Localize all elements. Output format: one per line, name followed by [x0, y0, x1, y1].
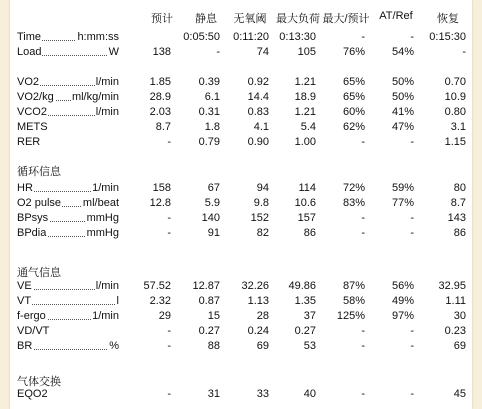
cell-load-3: 105 [297, 46, 316, 58]
row-label [17, 31, 119, 43]
row-label [17, 76, 119, 88]
table-row-hr [10, 182, 472, 197]
row-unit: ml/kg/min [71, 91, 119, 103]
row-label [17, 388, 119, 400]
cell-o2-pulse-3: 10.6 [294, 197, 316, 209]
row-label [17, 310, 119, 322]
row-name: Time [17, 31, 42, 43]
row-name: f-ergo [17, 310, 46, 322]
row-label [17, 136, 119, 148]
cell-vco2-0: 2.03 [149, 106, 171, 118]
cell-hr-3: 114 [298, 182, 316, 194]
dot-leader [17, 304, 119, 305]
cell-vt-6: 1.11 [445, 295, 466, 307]
cell-bpdia-6: 86 [453, 227, 466, 239]
row-label [17, 295, 119, 307]
cell-bpsys-5: - [410, 212, 414, 224]
row-label [17, 121, 119, 133]
table-row-vt [10, 295, 472, 310]
cell-mets-4: 62% [342, 121, 365, 133]
cell-vt-4: 58% [342, 295, 365, 307]
cell-eqo2-4: - [361, 388, 365, 400]
row-unit: mmHg [86, 227, 119, 239]
cell-vo2-0: 1.85 [149, 76, 171, 88]
cell-bpdia-4: - [361, 227, 365, 239]
cell-load-4: 76% [342, 46, 365, 58]
cell-vo2-2: 0.92 [247, 76, 269, 88]
row-label [17, 46, 119, 58]
cell-vd-vt-3: 0.27 [294, 325, 316, 337]
section-title: 气体交换 [17, 376, 61, 388]
row-name: O2 pulse [17, 197, 62, 209]
cell-bpdia-0: - [167, 227, 171, 239]
cell-hr-4: 72% [342, 182, 365, 194]
cell-mets-3: 5.4 [300, 121, 316, 133]
cell-vco2-3: 1.21 [294, 106, 316, 118]
row-unit: W [108, 46, 119, 58]
cell-bpsys-2: 152 [250, 212, 269, 224]
cell-time-3: 0:13:30 [279, 31, 316, 43]
row-unit: l/min [95, 280, 119, 292]
cell-o2-pulse-2: 9.8 [253, 197, 269, 209]
cell-f-ergo-0: 29 [158, 310, 171, 322]
cell-o2-pulse-4: 83% [342, 197, 365, 209]
cell-vco2-1: 0.31 [198, 106, 220, 118]
column-header: AT/Ref [379, 10, 413, 22]
row-name: VO2 [17, 76, 40, 88]
cell-eqo2-5: - [410, 388, 414, 400]
cell-hr-1: 67 [207, 182, 220, 194]
cell-rer-6: 1.15 [444, 136, 466, 148]
row-label [17, 227, 119, 239]
cell-vd-vt-4: - [361, 325, 365, 337]
cell-time-6: 0:15:30 [429, 31, 466, 43]
cell-hr-6: 80 [453, 182, 466, 194]
row-unit: ml/beat [82, 197, 119, 209]
row-label [17, 340, 119, 352]
cell-br-4: - [361, 340, 365, 352]
cell-vd-vt-2: 0.24 [247, 325, 269, 337]
cell-load-2: 74 [256, 46, 269, 58]
table-row-bpdia [10, 227, 472, 242]
cell-load-0: 138 [152, 46, 171, 58]
cell-eqo2-1: 31 [207, 388, 220, 400]
cell-vo2-kg-4: 65% [342, 91, 365, 103]
cell-o2-pulse-5: 77% [391, 197, 414, 209]
row-unit: l [116, 295, 119, 307]
table-row-o2-pulse [10, 197, 472, 212]
table-row-eqo2 [10, 388, 472, 403]
cell-ve-3: 49.86 [288, 280, 316, 292]
row-unit: % [109, 340, 119, 352]
cell-eqo2-3: 40 [303, 388, 316, 400]
cell-vt-3: 1.35 [294, 295, 316, 307]
cell-rer-1: 0.79 [198, 136, 220, 148]
cell-br-0: - [167, 340, 171, 352]
cell-vo2-6: 0.70 [444, 76, 466, 88]
cell-o2-pulse-6: 8.7 [450, 197, 466, 209]
cell-f-ergo-6: 30 [453, 310, 466, 322]
row-unit: 1/min [92, 310, 119, 322]
cell-f-ergo-1: 15 [207, 310, 220, 322]
cell-vco2-4: 60% [342, 106, 365, 118]
cell-hr-2: 94 [256, 182, 269, 194]
cell-bpsys-1: 140 [201, 212, 220, 224]
cell-eqo2-2: 33 [256, 388, 269, 400]
row-label [17, 280, 119, 292]
cell-bpdia-3: 86 [303, 227, 316, 239]
row-name: Load [17, 46, 42, 58]
cell-ve-4: 87% [342, 280, 365, 292]
table-row-f-ergo [10, 310, 472, 325]
cell-load-5: 54% [391, 46, 414, 58]
cell-vco2-5: 41% [391, 106, 414, 118]
cell-bpsys-6: 143 [447, 212, 466, 224]
cell-time-2: 0:11:20 [233, 31, 269, 43]
row-unit: l/min [95, 106, 119, 118]
cell-vt-0: 2.32 [149, 295, 171, 307]
cell-o2-pulse-1: 5.9 [204, 197, 220, 209]
column-header: 预计 [151, 13, 173, 25]
cell-vd-vt-6: 0.23 [444, 325, 466, 337]
table-row-vd-vt [10, 325, 472, 340]
row-unit: l/min [95, 76, 119, 88]
table-row-br [10, 340, 472, 355]
cell-br-1: 88 [207, 340, 220, 352]
row-name: VO2/kg [17, 91, 54, 103]
row-name: VCO2 [17, 106, 47, 118]
cell-vo2-kg-1: 6.1 [204, 91, 220, 103]
cell-time-1: 0:05:50 [183, 31, 220, 43]
row-name: RER [17, 136, 41, 148]
cell-br-5: - [410, 340, 414, 352]
row-name: BPsys [17, 212, 49, 224]
cell-eqo2-6: 45 [453, 388, 466, 400]
table-row-vo2-kg [10, 91, 472, 106]
cell-vo2-kg-0: 28.9 [149, 91, 171, 103]
cell-vco2-2: 0.83 [247, 106, 269, 118]
cell-bpdia-1: 91 [207, 227, 220, 239]
row-name: VT [17, 295, 32, 307]
cell-o2-pulse-0: 12.8 [149, 197, 171, 209]
cell-vo2-4: 65% [342, 76, 365, 88]
cell-f-ergo-4: 125% [336, 310, 365, 322]
cell-vd-vt-1: 0.27 [198, 325, 220, 337]
row-label [17, 325, 119, 337]
cell-mets-1: 1.8 [204, 121, 220, 133]
cell-rer-5: - [410, 136, 414, 148]
cell-vt-5: 49% [391, 295, 414, 307]
column-header: 最大负荷 [276, 13, 320, 25]
row-unit: mmHg [86, 212, 119, 224]
cell-bpsys-0: - [167, 212, 171, 224]
cell-hr-5: 59% [391, 182, 414, 194]
cell-mets-2: 4.1 [253, 121, 269, 133]
table-row-vco2 [10, 106, 472, 121]
cell-bpdia-2: 82 [256, 227, 269, 239]
cell-mets-0: 8.7 [155, 121, 171, 133]
cell-ve-5: 56% [391, 280, 414, 292]
cell-bpsys-3: 157 [297, 212, 316, 224]
row-name: VD/VT [17, 325, 50, 337]
column-header: 最大/预计 [322, 13, 370, 25]
cell-ve-2: 32.26 [241, 280, 269, 292]
table-row-time [10, 31, 472, 46]
row-label [17, 182, 119, 194]
table-row-bpsys [10, 212, 472, 227]
cell-rer-3: 1.00 [294, 136, 316, 148]
cell-ve-6: 32.95 [438, 280, 466, 292]
cell-br-3: 53 [303, 340, 316, 352]
cell-mets-5: 47% [391, 121, 414, 133]
cell-br-6: 69 [453, 340, 466, 352]
table-row-vo2 [10, 76, 472, 91]
cell-vo2-kg-2: 14.4 [247, 91, 269, 103]
cell-time-4: - [361, 31, 365, 43]
cell-f-ergo-3: 37 [303, 310, 316, 322]
row-label [17, 212, 119, 224]
cell-vd-vt-0: - [167, 325, 171, 337]
cell-vo2-3: 1.21 [294, 76, 316, 88]
cell-eqo2-0: - [167, 388, 171, 400]
column-header-row [10, 10, 472, 26]
row-name: HR [17, 182, 33, 194]
table-row-ve [10, 280, 472, 295]
row-label [17, 106, 119, 118]
row-unit: h:mm:ss [77, 31, 119, 43]
cell-vo2-5: 50% [391, 76, 414, 88]
cell-br-2: 69 [256, 340, 269, 352]
cell-time-5: - [410, 31, 414, 43]
table-row-mets [10, 121, 472, 136]
column-header: 恢复 [437, 13, 459, 25]
cell-vo2-kg-5: 50% [391, 91, 414, 103]
cell-rer-0: - [167, 136, 171, 148]
cell-ve-0: 57.52 [143, 280, 171, 292]
row-name: BPdia [17, 227, 47, 239]
section-title: 通气信息 [17, 267, 61, 279]
cell-vd-vt-5: - [410, 325, 414, 337]
cell-ve-1: 12.87 [192, 280, 220, 292]
column-header: 静息 [195, 13, 217, 25]
column-header: 无氧阈 [233, 13, 267, 25]
row-label [17, 91, 119, 103]
cell-vo2-1: 0.39 [198, 76, 220, 88]
cell-f-ergo-2: 28 [256, 310, 269, 322]
cell-vco2-6: 0.80 [444, 106, 466, 118]
row-name: METS [17, 121, 48, 133]
row-name: EQO2 [17, 388, 48, 400]
cell-load-6: - [462, 46, 466, 58]
table-row-rer [10, 136, 472, 151]
cell-hr-0: 158 [152, 182, 171, 194]
cell-vo2-kg-3: 18.9 [294, 91, 316, 103]
row-name: VE [17, 280, 32, 292]
row-unit: 1/min [92, 182, 119, 194]
cell-f-ergo-5: 97% [391, 310, 414, 322]
cell-mets-6: 3.1 [450, 121, 466, 133]
cell-vt-1: 0.87 [198, 295, 220, 307]
row-name: BR [17, 340, 33, 352]
cell-rer-4: - [361, 136, 365, 148]
cell-vt-2: 1.13 [247, 295, 269, 307]
section-title: 循环信息 [17, 166, 61, 178]
table-row-load [10, 46, 472, 61]
cell-rer-2: 0.90 [247, 136, 269, 148]
cell-vo2-kg-6: 10.9 [444, 91, 466, 103]
cell-load-1: - [216, 46, 220, 58]
row-label [17, 197, 119, 209]
cell-bpsys-4: - [361, 212, 365, 224]
report-sheet [10, 0, 472, 409]
cell-bpdia-5: - [410, 227, 414, 239]
